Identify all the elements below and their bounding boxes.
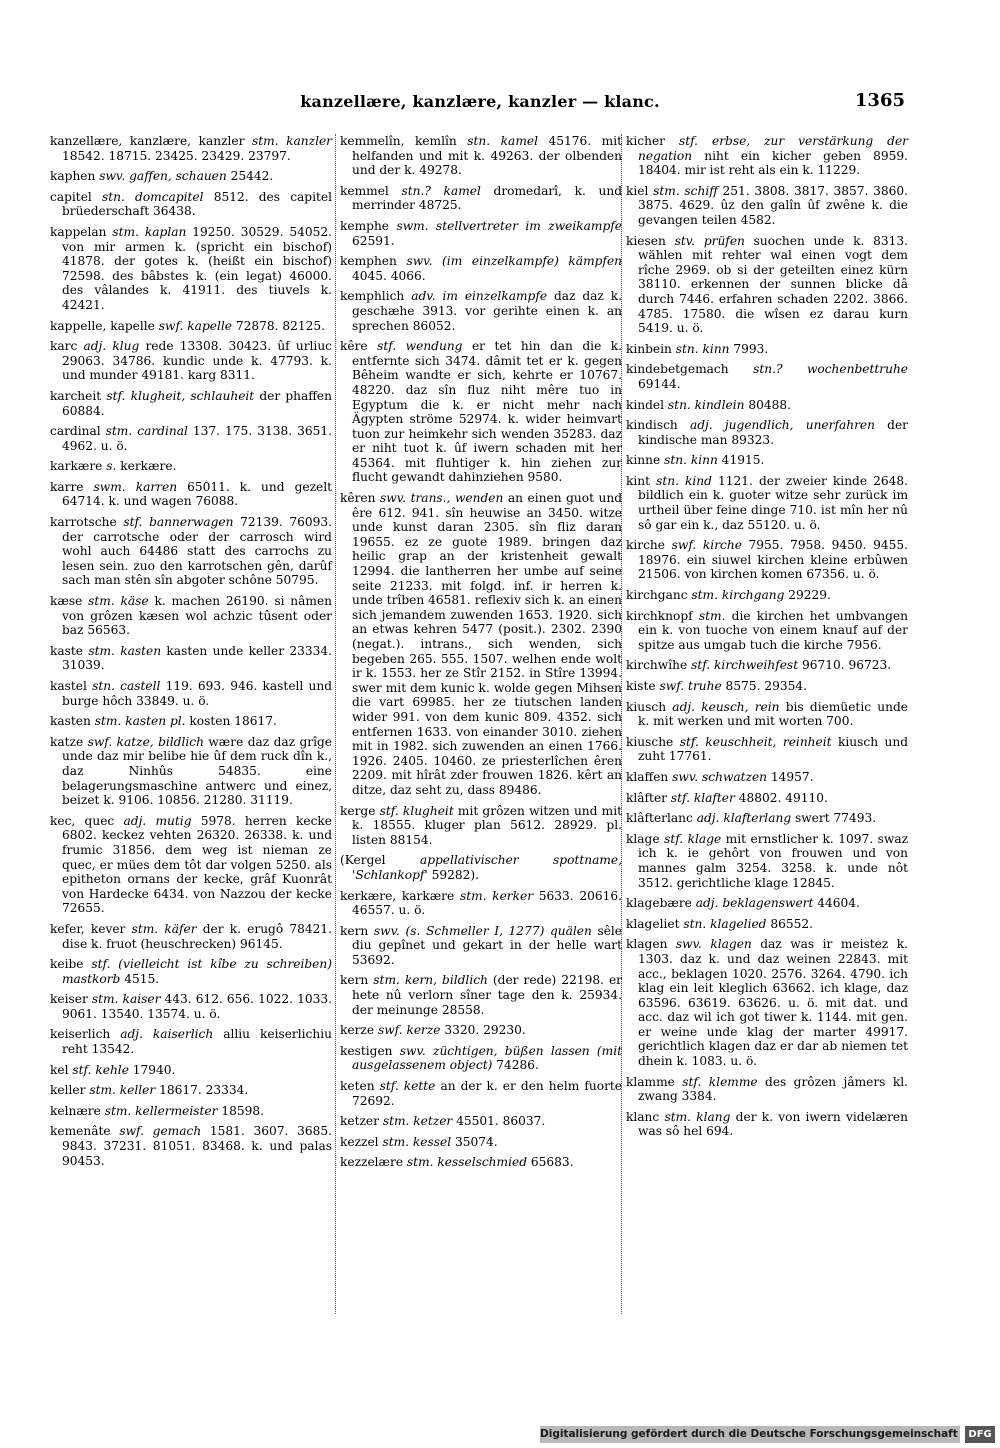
headword: klanc <box>626 1109 660 1124</box>
headword: kindisch <box>626 418 678 433</box>
entry-text: mit ernstlicher k. 1097. swaz ich k. ie gehôrt von frouwen und von mannes galm 3254. 3258. k. unde nôt 3512. gerichtliche klage 12845. <box>638 831 908 890</box>
headword: kirchwîhe <box>626 658 688 673</box>
headword: karre <box>50 479 84 494</box>
entry-text: 7955. 7958. 9450. 9455. 18976. ein siuwel kirchen kleine erbûwen 21506. von kirchen komen 67356. u. ö. <box>638 538 908 582</box>
dictionary-entry <box>626 937 908 1068</box>
entry-text: 1121. der zweier kinde 2648. bildlich ein k. guoter witze sehr zurück im urtheil über feine dinge 710. ist mîn her nû sô gar ein k., daz 55120. u. ö. <box>638 473 909 532</box>
dictionary-entry <box>340 134 622 178</box>
headword: capitel <box>50 189 92 204</box>
dictionary-entry <box>626 588 908 603</box>
grammar-gloss: swv. züchtigen, büßen lassen (mit ausgelassenem object) <box>352 1043 622 1073</box>
grammar-gloss: stm. käfer <box>131 921 197 936</box>
entry-text: 8512. des capitel brüederschaft 36438. <box>62 189 332 219</box>
dictionary-entry <box>626 418 908 447</box>
entry-text: kasten unde keller 23334. 31039. <box>62 643 332 673</box>
headword: kinbein <box>626 341 672 356</box>
grammar-gloss: adj. jugendlich, unerfahren <box>689 418 875 433</box>
entry-text: 18617. 23334. <box>155 1083 249 1098</box>
dictionary-entry <box>50 319 332 334</box>
dictionary-entry <box>626 184 908 228</box>
grammar-gloss: stm. keller <box>89 1083 156 1098</box>
entry-text: 29229. <box>784 588 831 603</box>
headword: kel <box>50 1062 69 1077</box>
entry-text: 137. 175. 3138. 3651. 4962. u. ö. <box>62 424 332 453</box>
grammar-gloss: stf. kehle <box>72 1062 129 1077</box>
entry-text: 18598. <box>217 1103 264 1118</box>
dictionary-entry <box>50 169 332 184</box>
entry-text: 86552. <box>766 916 814 931</box>
dictionary-entry <box>340 924 622 968</box>
entry-text: kosten 18617. <box>185 714 277 729</box>
grammar-gloss: stf. klafter <box>670 790 735 805</box>
entry-text: 1581. 3607. 3685. 9843. 37231. 81051. 83468. k. und palas 90453. <box>62 1124 333 1168</box>
running-title: kanzellære, kanzlære, kanzler — klanc. <box>300 92 660 111</box>
dictionary-entry <box>340 219 622 248</box>
grammar-gloss: stm. kaplan <box>112 224 187 239</box>
entry-text: 59282). <box>427 867 480 882</box>
column-2 <box>340 134 622 1176</box>
headword: keller <box>50 1083 86 1098</box>
grammar-gloss: adv. im einzelkampfe <box>411 289 548 304</box>
dictionary-entry <box>50 644 332 673</box>
headword: kemmelîn, kemlîn <box>340 134 457 148</box>
entry-text: bis diemüetic unde k. mit werken und mit worten 700. <box>638 699 908 729</box>
grammar-gloss: swm. stellvertreter im zweikampfe <box>396 218 622 233</box>
entry-text: 443. 612. 656. 1022. 1033. 9061. 13540. 13574. u. ö. <box>62 992 333 1021</box>
grammar-gloss: adj. beklagenswert <box>695 896 814 911</box>
grammar-gloss: swv. klagen <box>675 937 752 952</box>
headword: kezzel <box>340 1134 379 1149</box>
grammar-gloss: swf. kerze <box>377 1023 441 1038</box>
headword: kinne <box>626 453 661 468</box>
dictionary-entry <box>626 770 908 785</box>
entry-text: 48802. 49110. <box>734 790 828 805</box>
entry-text: 72878. 82125. <box>231 318 326 333</box>
dictionary-entry <box>50 1124 332 1168</box>
headword: klageliet <box>626 916 680 931</box>
grammar-gloss: adj. kaiserlich <box>120 1027 214 1042</box>
dictionary-entry <box>626 811 908 826</box>
grammar-gloss: stf. klugheit <box>379 803 454 818</box>
headword: klâfterlanc <box>626 811 693 826</box>
headword: kiesen <box>626 233 666 248</box>
entry-text: kerkære. <box>116 459 177 474</box>
headword: kiste <box>626 679 656 693</box>
grammar-gloss: stm. kessel <box>382 1134 452 1149</box>
headword: keiserlich <box>50 1027 111 1042</box>
entry-text: 4515. <box>120 971 160 986</box>
grammar-gloss: stm. käse <box>88 594 149 609</box>
entry-text: mit grôzen witzen und mit k. 18555. kluger plan 5612. 28929. pl. listen 88154. <box>352 803 622 847</box>
headword: kiusch <box>626 699 667 714</box>
column-3 <box>626 134 908 1145</box>
grammar-gloss: stf. klemme <box>682 1074 758 1089</box>
entry-text: niht ein kicher geben 8959. 18404. mir ist reht als ein k. 11229. <box>638 148 908 178</box>
headword: klâfter <box>626 790 667 805</box>
entry-text: die kirchen het umbvangen ein k. von tuoche von einem knauf auf der spitze aus umgab tuch die kirche 7956. <box>638 608 908 652</box>
grammar-gloss: swf. gemach <box>119 1124 202 1139</box>
dictionary-entry <box>626 453 908 468</box>
entry-text: 96710. 96723. <box>798 658 892 673</box>
grammar-gloss: stm. kirchgang <box>691 588 785 603</box>
dictionary-entry <box>50 389 332 418</box>
entry-text: 5633. 20616. 46557. u. ö. <box>352 888 622 918</box>
grammar-gloss: stf. wendung <box>377 339 463 354</box>
dictionary-entry <box>50 339 332 383</box>
headword: kaphen <box>50 169 96 184</box>
dictionary-entry <box>340 1155 622 1170</box>
headword: kicher <box>626 134 665 148</box>
grammar-gloss: adj. klug <box>83 339 140 354</box>
funding-text: Digitalisierung gefördert durch die Deutsche Forschungsgemeinschaft <box>540 1428 958 1440</box>
headword: kemphe <box>340 218 390 233</box>
headword: kindebetgemach <box>626 362 729 377</box>
entry-text: (der rede) 22198. er hete nû verlorn sîner tage den k. 25934. der meinunge 28558. <box>352 973 622 1017</box>
dictionary-entry <box>626 474 908 532</box>
headword: kæse <box>50 594 83 609</box>
entry-text: k. machen 26190. si nâmen von grôzen kæsen wol achzic tûsent oder baz 56563. <box>62 594 333 638</box>
grammar-gloss: adj. keusch, rein <box>672 699 780 714</box>
headword: kappelan <box>50 224 107 239</box>
dictionary-entry <box>626 609 908 653</box>
entry-text: 62591. <box>352 233 395 248</box>
grammar-gloss: stn. domcapitel <box>101 189 204 204</box>
headword: klaffen <box>626 769 669 784</box>
headword: kezzelære <box>340 1155 404 1170</box>
dictionary-entry <box>340 289 622 333</box>
dictionary-entry <box>340 1023 622 1038</box>
dictionary-entry <box>50 1063 332 1078</box>
entry-text: 65683. <box>527 1155 574 1170</box>
grammar-gloss: stm. klang <box>664 1109 731 1124</box>
entry-text: 45501. 86037. <box>452 1114 546 1129</box>
dictionary-entry <box>50 1104 332 1119</box>
grammar-gloss: stm. kern, bildlich <box>373 973 488 988</box>
grammar-gloss: stm. kasten <box>88 643 162 658</box>
entry-text: 41915. <box>717 453 765 468</box>
headword: kanzellære, kanzlære, kanzler <box>50 134 245 148</box>
grammar-gloss: swv. gaffen, schauen <box>99 169 227 184</box>
entry-text: 17940. <box>128 1062 176 1077</box>
grammar-gloss: stf. bannerwagen <box>123 515 234 530</box>
headword: (Kergel <box>340 853 386 868</box>
entry-text: wære daz daz grîge unde daz mir belibe hie ûf dem ruck dîn k., daz Ninhûs 54835. eine belagerungsmaschine antwerc und einez, beizet k. 9106. 10856. 21280. 31119. <box>62 734 333 808</box>
grammar-gloss: stm. kellermeister <box>104 1103 218 1118</box>
dictionary-entry <box>626 700 908 729</box>
entry-text: 65011. k. und gezelt 64714. k. und wagen 76088. <box>62 479 333 509</box>
dictionary-entry <box>50 957 332 986</box>
entry-text: 44604. <box>813 896 860 911</box>
dictionary-entry <box>340 1079 622 1108</box>
dictionary-entry <box>50 480 332 509</box>
grammar-gloss: stf. kirchweihfest <box>691 658 799 673</box>
dictionary-entry <box>50 1027 332 1056</box>
headword: kirchganc <box>626 588 688 603</box>
dictionary-entry <box>626 917 908 932</box>
grammar-gloss: stm. schiff <box>653 183 718 198</box>
dictionary-entry <box>50 134 332 163</box>
headword: kec, quec <box>50 813 115 828</box>
dictionary-entry <box>50 714 332 729</box>
entry-text: suochen unde k. 8313. wählen mit rehter wal einen vogt dem rîche 2969. ob si der geteilten einez kürn 38110. erkennen der sunnen blicke dâ durch 7446. erfahren schaden 2202. 3866. 4785. 17580. die wîsen ez darau kurn 5419. u. ö. <box>638 233 909 336</box>
dictionary-entry <box>626 896 908 911</box>
grammar-gloss: stv. prüfen <box>674 233 745 248</box>
grammar-gloss: stf. kette <box>379 1079 436 1094</box>
headword: keiser <box>50 992 88 1007</box>
column-1 <box>50 134 332 1174</box>
headword: katze <box>50 734 84 749</box>
headword: kefer, kever <box>50 921 126 936</box>
headword: kelnære <box>50 1103 101 1118</box>
grammar-gloss: stm. kerker <box>459 888 534 903</box>
headword: klagebære <box>626 896 692 911</box>
dictionary-entry <box>626 658 908 673</box>
grammar-gloss: stn.? kamel <box>401 183 481 198</box>
headword: ketzer <box>340 1114 379 1129</box>
entry-text: 119. 693. 946. kastell und burge hôch 33849. u. ö. <box>62 679 333 708</box>
dictionary-entry <box>340 889 622 918</box>
grammar-gloss: stf. (vielleicht ist kîbe zu schreiben) mastkorb <box>62 957 332 986</box>
grammar-gloss: s. <box>106 459 117 474</box>
dictionary-entry <box>626 679 908 694</box>
headword: kint <box>626 473 651 488</box>
entry-text: 69144. <box>638 376 681 391</box>
grammar-gloss: swf. kapelle <box>158 318 232 333</box>
entry-text: rede 13308. 30423. ûf urliuc 29063. 34786. kundic unde k. 47793. k. und munder 49181. karg 8311. <box>62 339 333 383</box>
headword: kern <box>340 923 369 938</box>
entry-text: der k. erugô 78421. dise k. fruot (heuschrecken) 96145. <box>62 921 333 951</box>
entry-text: 14957. <box>767 769 814 784</box>
dictionary-entry <box>626 398 908 413</box>
headword: karrotsche <box>50 515 117 530</box>
dictionary-entry <box>50 594 332 638</box>
dictionary-entry <box>626 362 908 391</box>
entry-text: 18542. 18715. 23425. 23429. 23797. <box>62 148 291 163</box>
dictionary-entry <box>340 1044 622 1073</box>
dictionary-entry <box>626 832 908 890</box>
grammar-gloss: stm. kasten pl. <box>94 714 186 729</box>
entry-text: an einen guot und êre 612. 941. sîn heuwise an 3450. witze unde kunst daran 2305. sîn fliz daran 19655. ez ze guote 1989. bringen daz heilic grap an der kristenheit gewalt 12994. die lantherren her umbe auf seine seite 21233. mit folgd. inf. ir herren k. unde trîben 46581. reflexiv sich k. an einen sich jemandem zuwenden 1653. 1920. sich an etwas kehren 5477 (posit.). 2302. 2390 (negat.). intrans., sich wenden, sich begeben 265. 555. 1507. welhen ende wolt ir k. 1553. her ze Stîr 2152. in Stîre 13994. swer mit dem kunic k. wolde gegen Mihsen die vart 69985. her ze tiutschen landen wider 991. von dem kunic 809. 4352. sich entfernen 1633. von einander 3010. ziehen mit in 1982. sich zuwenden an einen 1766. 1926. 2405. 10460. ze priesterlîchen êren 2209. mit hîrât zder frouwen 1826. kêrt an ditze, daz seht zu, dass 89486. <box>352 491 622 797</box>
headword: kasten <box>50 714 91 729</box>
headword: kêre <box>340 339 368 354</box>
entry-text: 7993. <box>729 341 769 356</box>
dictionary-entry <box>340 184 622 213</box>
grammar-gloss: stm. kaiser <box>91 992 161 1007</box>
grammar-gloss: stf. klage <box>664 831 722 846</box>
dictionary-entry <box>340 853 622 882</box>
grammar-gloss: adj. klafterlang <box>696 811 792 826</box>
dictionary-entry <box>50 992 332 1021</box>
headword: kastel <box>50 679 87 693</box>
entry-text: 19250. 30529. 54052. von mir armen k. (spricht ein bischof) 41878. der gotes k. (heißt ein bischof) 72598. des bâbstes k. (ein legat) 46000. des vâlandes k. 41911. des tiuvels k. 42421. <box>62 224 332 312</box>
grammar-gloss: stf. erbse, zur verstärkung der negation <box>638 134 908 163</box>
entry-text: kiusch und zuht 17761. <box>638 734 909 764</box>
dictionary-entry <box>50 225 332 313</box>
headword: kindel <box>626 397 665 412</box>
entry-text: 74286. <box>492 1058 539 1073</box>
entry-text: 8575. 29354. <box>721 679 807 693</box>
entry-text: 25442. <box>226 169 274 184</box>
grammar-gloss: stn. kinn <box>675 341 730 356</box>
entry-text: alliu keiserlichiu reht 13542. <box>62 1027 332 1057</box>
headword: karc <box>50 339 78 354</box>
grammar-gloss: stn. kindlein <box>667 397 745 412</box>
headword: kiel <box>626 183 649 198</box>
grammar-gloss: swv. (im einzelkampfe) kämpfen <box>406 254 623 269</box>
headword: kirchknopf <box>626 608 693 623</box>
dictionary-entry <box>50 922 332 951</box>
dictionary-entry <box>340 1114 622 1129</box>
entry-text: 35074. <box>451 1134 498 1149</box>
dictionary-entry <box>626 1075 908 1104</box>
dictionary-entry <box>50 515 332 588</box>
grammar-gloss: stn. kind <box>656 473 712 488</box>
dictionary-entry <box>50 814 332 916</box>
entry-text: 5978. herren kecke 6802. keckez vehten 26320. 26338. k. und frumic 31856. dem weg ist nieman ze quec, er mües dem tôt dar volgen 5250. als epitheton ornans der kecke, grâf Kuonrât von Hardecke 6434. von Nazzou der kecke 72655. <box>62 813 332 916</box>
headword: kerkære, karkære <box>340 888 455 903</box>
headword: kemenâte <box>50 1124 111 1139</box>
dictionary-entry <box>340 339 622 485</box>
headword: cardinal <box>50 424 101 439</box>
entry-text: 3320. 29230. <box>440 1023 526 1038</box>
grammar-gloss: adj. mutig <box>123 813 192 828</box>
entry-text: daz was ir meistez k. 1303. daz k. und daz weinen 22843. mit acc., beklagen 1020. 2576. 3264. 4790. ich klag ein leit kleglich 63662. ich klage, daz 63596. 63619. 63626. u. ö. mit dat. und acc. daz wil ich got tiwer k. 1144. mit gen. er weine unde klag der marter 49917. gerichtlich klagen daz er dar ab niemen tet dhein k. 1083. u. ö. <box>638 937 908 1069</box>
grammar-gloss: stn. castell <box>92 679 161 693</box>
dictionary-entry <box>340 254 622 283</box>
column-divider <box>335 134 336 1314</box>
headword: kemphen <box>340 254 397 269</box>
entry-text: dromedarî, k. und merrinder 48725. <box>352 183 622 213</box>
grammar-gloss: stm. ketzer <box>382 1114 453 1129</box>
grammar-gloss: swv. (s. Schmeller I, 1277) quälen <box>373 923 592 938</box>
entry-text: swert 77493. <box>791 811 877 826</box>
dfg-logo: DFG <box>965 1426 994 1443</box>
grammar-gloss: swv. schwatzen <box>672 769 768 784</box>
headword: kemmel <box>340 183 389 198</box>
entry-text: an der k. er den helm fuorte 72692. <box>352 1079 623 1108</box>
dictionary-entry <box>626 791 908 806</box>
grammar-gloss: stn. kinn <box>664 453 718 468</box>
entry-text: er tet hin dan die k. entfernte sich 3474. dâmit tet er k. gegen Bêheim wandte er sich, kehrte er 10767. 48220. daz sîn fluz niht mêre tuo in Egyptum die k. er nicht mehr nach Ägypten ströme 52974. k. wider heimvart tuon zur heimkehr sich wenden 35283. daz er niht tuot k. ûf iwern schaden mit her 45364. mit fluhtiger k. hin ziehen zur flucht gewandt dahinziehen 9580. <box>352 339 622 485</box>
entry-text: des grôzen jâmers kl. zwang 3384. <box>638 1074 908 1104</box>
grammar-gloss: stf. klugheit, schlauheit <box>106 388 255 403</box>
grammar-gloss: stm. kanzler <box>252 134 333 148</box>
grammar-gloss: swf. katze, bildlich <box>87 734 204 749</box>
dictionary-entry <box>50 735 332 808</box>
grammar-gloss: stn. kamel <box>467 134 538 148</box>
headword: karcheit <box>50 388 102 403</box>
dictionary-entry <box>50 190 332 219</box>
entry-text: sêle diu gepînet und gekart in der helle wart 53692. <box>352 923 623 967</box>
grammar-gloss: stm. kesselschmied <box>406 1155 527 1170</box>
entry-text: der k. von iwern videlæren was sô hel 694. <box>638 1109 908 1139</box>
headword: kaste <box>50 643 84 658</box>
headword: klagen <box>626 937 668 952</box>
dictionary-entry <box>50 679 332 708</box>
headword: kern <box>340 973 369 988</box>
headword: kirche <box>626 538 665 553</box>
entry-text: 45176. mit helfanden und mit k. 49263. der olbenden und der k. 49278. <box>352 134 622 178</box>
dictionary-entry <box>340 973 622 1017</box>
dictionary-entry <box>340 491 622 797</box>
grammar-gloss: swf. kirche <box>671 538 742 553</box>
entry-text: der kindische man 89323. <box>638 418 909 447</box>
grammar-gloss: swm. karren <box>93 479 178 494</box>
dictionary-entry <box>626 342 908 357</box>
dictionary-entry <box>626 538 908 582</box>
dictionary-entry <box>50 1083 332 1098</box>
dictionary-entry <box>626 1110 908 1139</box>
entry-text: 80488. <box>744 397 791 412</box>
grammar-gloss: stf. keuschheit, reinheit <box>679 734 832 749</box>
grammar-gloss: swf. truhe <box>659 679 722 693</box>
headword: kêren <box>340 491 376 506</box>
grammar-gloss: stm. cardinal <box>105 424 188 439</box>
dictionary-entry <box>626 735 908 764</box>
grammar-gloss: appellativischer spottname, 'Schlankopf' <box>352 853 622 882</box>
headword: keten <box>340 1079 375 1094</box>
headword: kerze <box>340 1023 375 1038</box>
grammar-gloss: stm. <box>698 608 726 623</box>
headword: klamme <box>626 1074 675 1089</box>
dictionary-entry <box>50 459 332 474</box>
entry-text: 4045. 4066. <box>352 268 426 283</box>
dictionary-entry <box>340 804 622 848</box>
page-number: 1365 <box>854 90 905 111</box>
dictionary-entry <box>50 424 332 453</box>
entry-text: der phaffen 60884. <box>62 388 332 418</box>
headword: keibe <box>50 957 84 972</box>
funding-footer <box>540 1426 992 1443</box>
entry-text: daz daz k. geschæhe 3913. vor gerihte einen k. an sprechen 86052. <box>352 289 623 333</box>
entry-text: 251. 3808. 3817. 3857. 3860. 3875. 4629. ûz den galîn ûf zwêne k. die gevangen teilen 4582. <box>638 183 909 227</box>
entry-text: 72139. 76093. der carrotsche oder der carrosch wird wohl auch 64486 statt des carrochs zu lesen sein. zuo den karrotschen gên, darûf sach man stên sîn abgoter schône 50795. <box>62 515 332 588</box>
grammar-gloss: swv. trans., wenden <box>380 491 504 506</box>
headword: kappelle, kapelle <box>50 318 155 333</box>
headword: kemphlich <box>340 289 405 304</box>
headword: kestigen <box>340 1043 393 1058</box>
headword: klage <box>626 831 660 846</box>
headword: kerge <box>340 803 376 818</box>
grammar-gloss: stn.? wochenbettruhe <box>753 362 909 377</box>
dictionary-entry <box>340 1135 622 1150</box>
dictionary-entry <box>626 234 908 336</box>
grammar-gloss: stn. klagelied <box>683 916 767 931</box>
headword: kiusche <box>626 734 674 749</box>
dictionary-entry <box>626 134 908 178</box>
headword: karkære <box>50 459 103 474</box>
